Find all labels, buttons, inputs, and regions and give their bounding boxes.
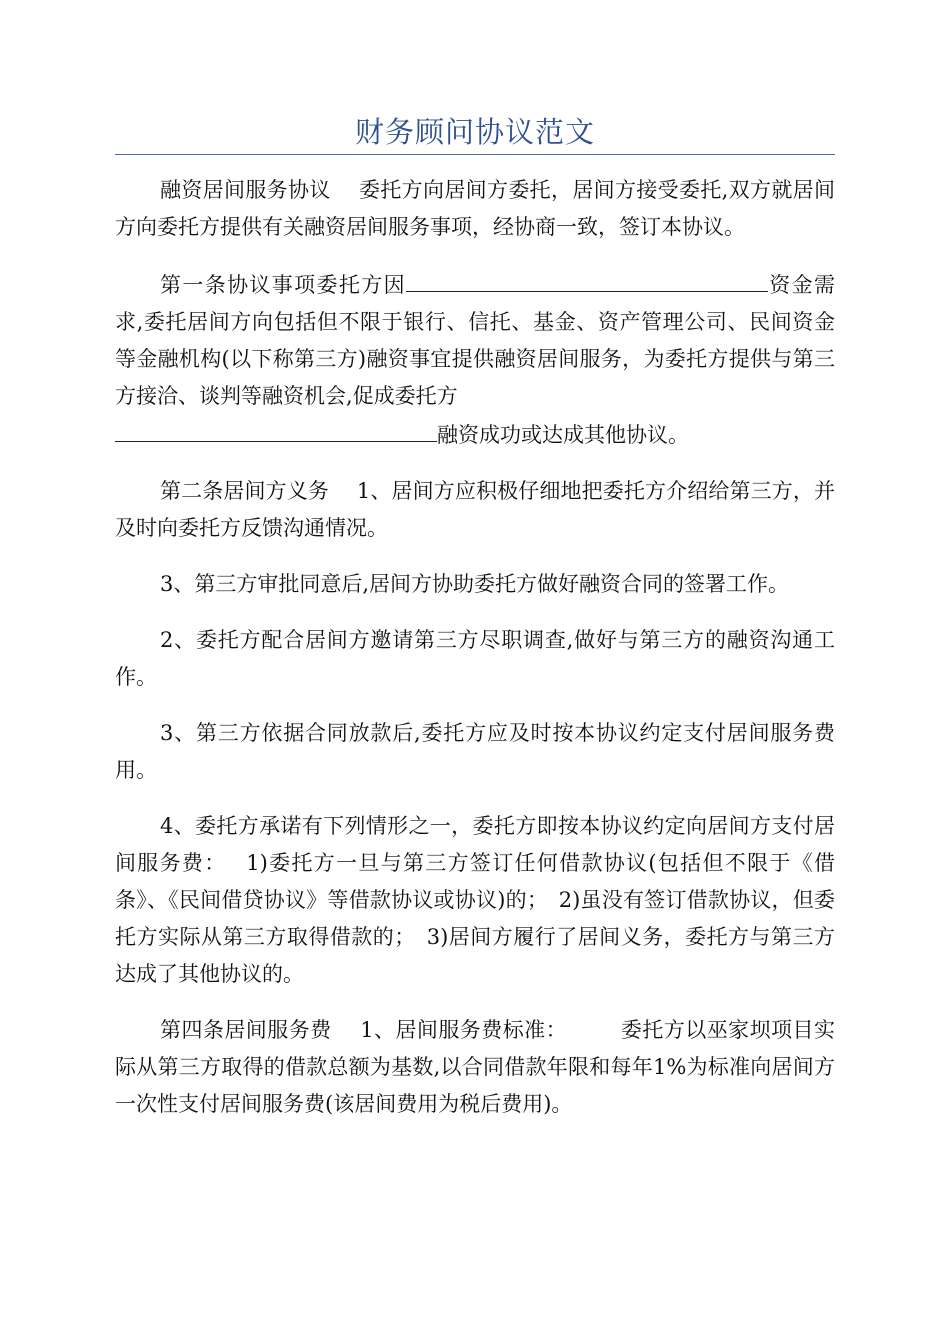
article-1-text-a: 第一条协议事项委托方因 bbox=[160, 273, 406, 297]
document-title: 财务顾问协议范文 bbox=[354, 115, 595, 149]
paragraph-intro: 融资居间服务协议 委托方向居间方委托，居间方接受委托,双方就居间方向委托方提供有关融资居间服务事项，经协商一致，签订本协议。 bbox=[115, 178, 835, 239]
fill-in-blank-client[interactable] bbox=[115, 415, 437, 442]
document-body bbox=[115, 172, 835, 1142]
title-underline bbox=[115, 154, 835, 155]
paragraph-article-4: 第四条居间服务费 1、居间服务费标准： 委托方以巫家坝项目实际从第三方取得的借款总额为基数,以合同借款年限和每年1%为标准向居间方一次性支付居间服务费(该居间费用为税后费用)。 bbox=[115, 1018, 835, 1116]
paragraph-article-1 bbox=[115, 265, 835, 454]
paragraph-item-3b: 3、第三方依据合同放款后,委托方应及时按本协议约定支付居间服务费用。 bbox=[115, 721, 835, 782]
paragraph-item-2: 2、委托方配合居间方邀请第三方尽职调查,做好与第三方的融资沟通工作。 bbox=[115, 628, 835, 689]
fill-in-blank-reason[interactable] bbox=[406, 265, 768, 292]
paragraph-item-4: 4、委托方承诺有下列情形之一，委托方即按本协议约定向居间方支付居间服务费： 1)委托方一旦与第三方签订任何借款协议(包括但不限于《借条》、《民间借贷协议》等借款协议或协议)的； 2)虽没有签订借款协议，但委托方实际从第三方取得借款的； 3)居间方履行了居间义务，委托方与第三方达成了其他协议的。 bbox=[115, 814, 835, 986]
article-1-text-c: 融资成功或达成其他协议。 bbox=[437, 423, 689, 447]
paragraph-article-2: 第二条居间方义务 1、居间方应积极仔细地把委托方介绍给第三方，并及时向委托方反馈沟通情况。 bbox=[115, 479, 835, 540]
paragraph-item-3a: 3、第三方审批同意后,居间方协助委托方做好融资合同的签署工作。 bbox=[160, 572, 790, 596]
article-1-text-b: 资金需求,委托居间方向包括但不限于银行、信托、基金、资产管理公司、民间资金等金融机构(以下称第三方)融资事宜提供融资居间服务，为委托方提供与第三方接洽、谈判等融资机会,促成委托方 bbox=[115, 273, 836, 408]
